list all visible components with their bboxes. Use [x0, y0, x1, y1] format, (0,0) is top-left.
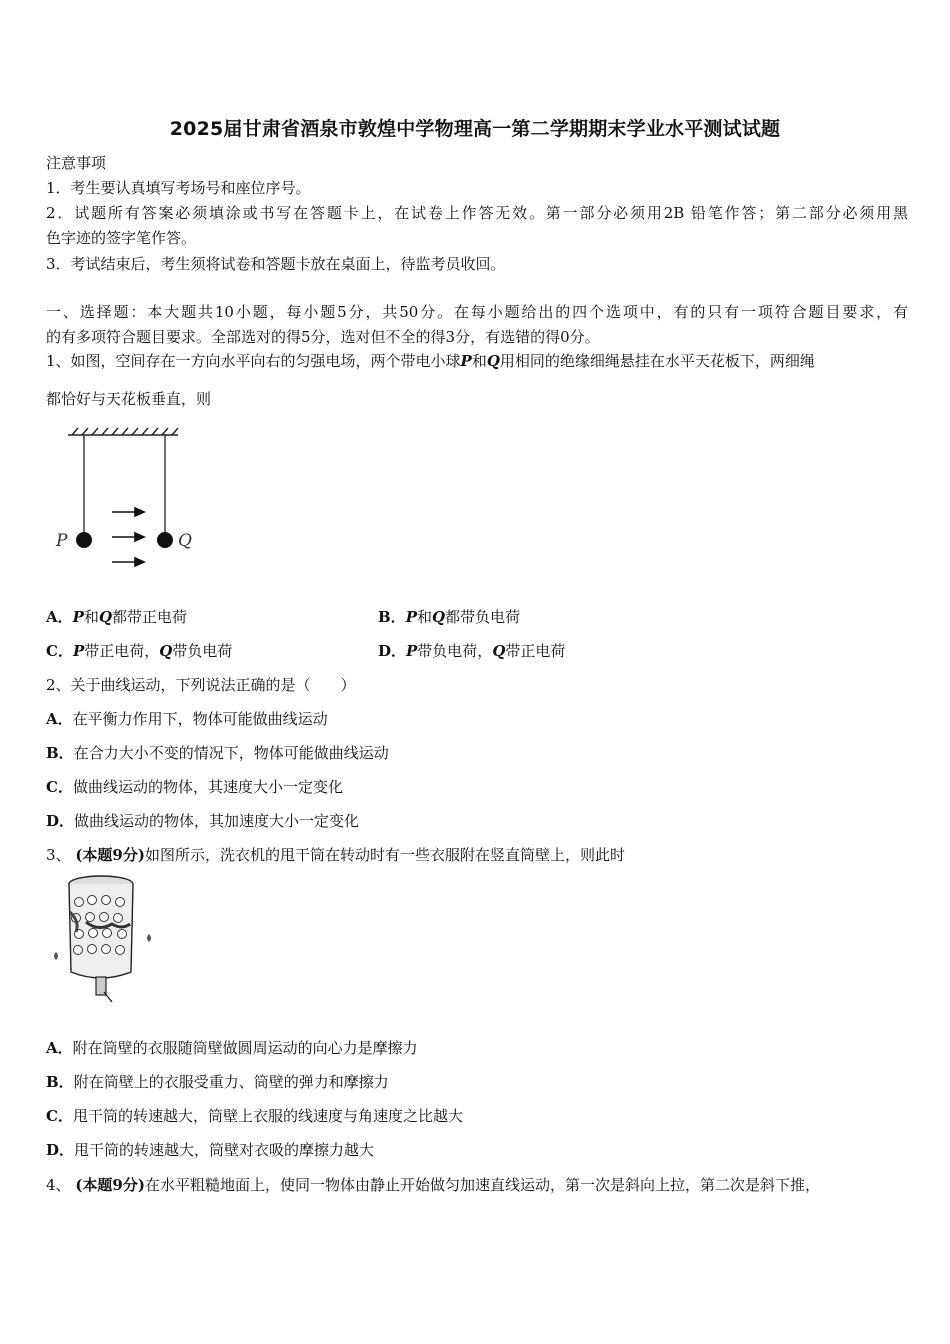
section-instructions: 一、选择题：本大题共10小题，每小题5分，共50分。在每小题给出的四个选项中，有的只有一项符合题目要求，有 — [46, 303, 908, 321]
notice-item: 色字迹的签字笔作答。 — [46, 229, 197, 247]
ceiling — [68, 428, 178, 435]
q2-option-c[interactable]: C．做曲线运动的物体，其速度大小一定变化 — [46, 778, 343, 796]
notice-item: 2．试题所有答案必须填涂或书写在答题卡上，在试卷上作答无效。第一部分必须用2B 铅笔作答；第二部分必须用黑 — [46, 204, 908, 222]
question-4-stem: 4、 (本题9分)在水平粗糙地面上，使同一物体由静止开始做匀加速直线运动，第一次是斜向上拉，第二次是斜下推， — [46, 1176, 820, 1194]
q1-option-d[interactable]: D．P带负电荷，Q带正电荷 — [378, 642, 566, 660]
ball-p — [76, 532, 92, 548]
question-1-stem-line2: 都恰好与天花板垂直，则 — [46, 390, 212, 408]
q3-option-d[interactable]: D．甩干筒的转速越大，筒壁对衣吸的摩擦力越大 — [46, 1141, 375, 1159]
question-2-stem: 2、关于曲线运动，下列说法正确的是（ ） — [46, 676, 356, 694]
q3-option-c[interactable]: C．甩干筒的转速越大，筒壁上衣服的线速度与角速度之比越大 — [46, 1107, 463, 1125]
q2-option-b[interactable]: B．在合力大小不变的情况下，物体可能做曲线运动 — [46, 744, 389, 762]
q3-option-b[interactable]: B．附在筒壁上的衣服受重力、筒壁的弹力和摩擦力 — [46, 1073, 389, 1091]
notice-heading: 注意事项 — [46, 154, 107, 172]
question-3-stem: 3、 (本题9分)如图所示，洗衣机的甩干筒在转动时有一些衣服附在竖直筒壁上，则此时 — [46, 846, 625, 864]
field-arrows — [112, 508, 144, 566]
page-title: 2025届甘肃省酒泉市敦煌中学物理高一第二学期期末学业水平测试试题 — [169, 118, 781, 140]
notice-item: 1．考生要认真填写考场号和座位序号。 — [46, 179, 311, 197]
q3-option-a[interactable]: A．附在筒壁的衣服随筒壁做圆周运动的向心力是摩擦力 — [46, 1039, 418, 1057]
notice-item: 3．考试结束后，考生须将试卷和答题卡放在桌面上，待监考员收回。 — [46, 255, 506, 273]
ball-q — [157, 532, 173, 548]
question-1-stem: 1、如图，空间存在一方向水平向右的匀强电场，两个带电小球P和Q用相同的绝缘细绳悬挂在水平天花板下，两细绳 — [46, 352, 815, 370]
q1-option-b[interactable]: B．P和Q都带负电荷 — [378, 608, 521, 626]
q1-figure — [48, 425, 208, 575]
q1-option-a[interactable]: A．P和Q都带正电荷 — [46, 608, 188, 626]
q2-option-a[interactable]: A．在平衡力作用下，物体可能做曲线运动 — [46, 710, 328, 728]
section-instructions: 的有多项符合题目要求。全部选对的得5分，选对但不全的得3分，有选错的得0分。 — [46, 328, 600, 346]
q2-option-d[interactable]: D．做曲线运动的物体，其加速度大小一定变化 — [46, 812, 360, 830]
q1-option-c[interactable]: C．P带正电荷，Q带负电荷 — [46, 642, 233, 660]
q3-figure-spin-dryer — [46, 872, 171, 1010]
label-p: P — [56, 531, 68, 551]
label-q: Q — [178, 531, 192, 551]
